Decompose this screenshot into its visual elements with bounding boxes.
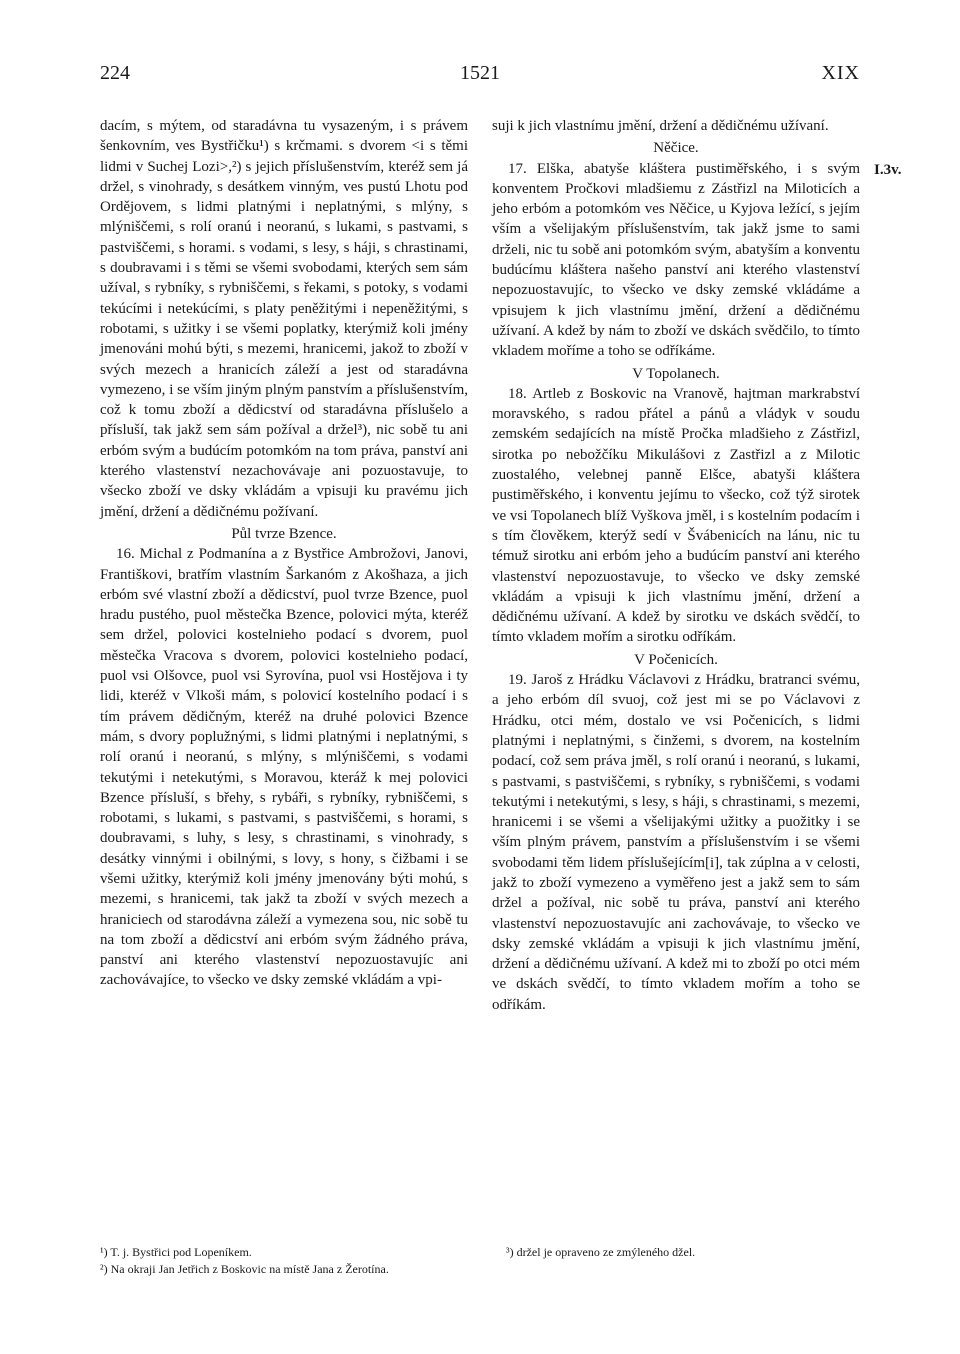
volume-number: XIX — [821, 62, 860, 84]
entry-paragraph-16: 16. Michal z Podmanína a z Bystřice Ambrožovi, Janovi, Františkovi, bratřím vlastním Šarkanóm z Akošhaza, a jich erbóm své vlastní zboží a dědicství, puol tvrze Bzence, puol hradu pustého, puol městečka Bzence, polovici mýta, kteréž sem držel, polovici kostelnieho podací s dvorem, puol městečka Vracova s dvorem, polovici kostelnieho podací, puol vsi Olšovce, puol vsi Syrovína, puol vsi Hostějova i ty lidi, kteréž v Vlkoši mám, s polovicí kostelního podací i s tím právem dědičným, kteréž na druhé polovici Bzence mám, s dvory poplužnými, s lidmi platnými i neplatnými, s rolí oranú i neoranú, s mlýny, s mlýniščemi, s vodami tekutými i netekutými, s Moravou, kteráž k mej polovici Bzence přísluší, s břehy, s rybáři, s rybníky, rybniščemi, s robotami, s lukami, s pastvami, s pastviščemi, s horami, s doubravami, s luhy, s lesy, s chrastinami, s vinohrady, s desátky vinnými i obilnými, s lovy, s hony, s čižbami i se všemi užitky, kterýmiž koli jmény jmenovány býti mohú, s mezemi, s hranicemi, tak jakž ta zboží v svých mezech a hraniciech od starodávna záleží a vymezena sou, nic sobě tu na tom zboží a dědicství ani erbóm svým žádného práva, panství ani kterého vlastenství nepozuostavujíc ani zachovávajíce, to všecko ve dsky zemské vkládám a vpi- — [100, 546, 468, 989]
section-heading-necice: Něčice. — [653, 140, 699, 157]
page-year: 1521 — [460, 62, 500, 84]
footnote-3: ³) držel je opraveno ze zmýleného džel. — [506, 1245, 696, 1259]
folio-margin-note: I.3v. — [874, 162, 902, 178]
section-heading-topolany: V Topolanech. — [632, 365, 720, 382]
section-heading-pocenice: V Počenicích. — [634, 651, 718, 668]
page-header — [100, 62, 860, 92]
continued-paragraph: suji k jich vlastnímu jmění, držení a dědičnému užívaní. — [492, 118, 829, 134]
left-text-column — [100, 116, 468, 991]
footnote-2: ²) Na okraji Jan Jetřich z Boskovic na místě Jana z Žerotína. — [100, 1262, 389, 1276]
right-text-column — [492, 116, 860, 1015]
footnotes-right — [506, 1244, 846, 1261]
footnotes-left — [100, 1244, 468, 1278]
page-number: 224 — [100, 62, 130, 84]
entry-paragraph-19: 19. Jaroš z Hrádku Václavovi z Hrádku, bratranci svému, a jeho erbóm díl svuoj, což jest mi se po Václavovi z Hrádku, otci mém, dostalo ve vsi Počenicích, s lidmi platnými i neplatnými, s činžemi, s dvorem, na kostelním podací, což sem práva jměl, s rolí oranú i neoranú, s lukami, s pastvami, s pastviščemi, s rybníky, s rybniščemi, s vodami tekutými i netekutými, s lesy, s háji, s chrastinami, s mezemi, hranicemi i se všemi a všelijakými užitky a puožitky i se vším plným právem, panstvím a příslušenstvím i se všemi svobodami těm lidem příslušejícím[i], tak zúplna a v celosti, jakž to zboží vymezeno a vyměřeno jest a jakž sem to sám držel a požíval, nic sobě tu práva, panství ani kterého vlastenství nepozuostavujíc ani zachovávaje, to všecko ve dsky zemské vkládám a vpisuji k jich vlastnímu jmění, držení a dědičnému užívaní. A kdež mi to zboží po otci mém ve dskách svědčí, to tímto vkladem mořím a toho se odříkám. — [492, 672, 860, 1013]
continued-paragraph: dacím, s mýtem, od staradávna tu vysazeným, i s právem šenkovním, ves Bystřičku¹) s krčmami. s dvorem <i s těmi lidmi v Suchej Lozi>,²) s jejich příslušenstvím, kteréž sem já držel, s vinohrady, s desátkem vinným, ves pustú Lhotu pod Ordějovem, s lidmi platnými i neplatnými, s mlýny, s mlýniščemi, s rolí oranú i neoranú, s lukami, s pastvami, s pastviščemi, s horami. s vodami, s lesy, s háji, s chrastinami, s doubravami i s těmi se všemi svobodami, kterých sem sám užíval, s rybníky, s rybniščemi, s řekami, s potoky, s vodami tekúcími i netekúcími, s platy peněžitými i nepeněžitými, s robotami, s užitky i se všemi poplatky, kterýmiž koli jmény jmenováni mohú býti, s mezemi, hranicemi, jakož to zboží v svých mezech a hranicích záleží a jest od staradávna vymezeno, i se vším jiným plným panstvím a příslušenstvím, což k tomu zboží a dědicství od staradávna příslušelo a přísluší, tak jakž sem sám požíval a držel³), nic sobě tu ani erbóm svým a budúcím potomkóm na tom práva, panství ani kterého vlastenství nezachovávaje ani pozuostavuje, to všecko zboží ve dsky vkládám a vpisuji ku pravému jich jmění, držení a dědičnému požívaní. — [100, 118, 468, 520]
footnote-1: ¹) T. j. Bystřici pod Lopeníkem. — [100, 1245, 252, 1259]
section-heading-bzenec: Půl tvrze Bzence. — [231, 525, 337, 542]
entry-paragraph-17: 17. Elška, abatyše kláštera pustiměřského, i s svým konventem Pročkovi mladšiemu z Zástřizl na Miloticích a jeho erbóm a potomkóm ves Něčice, u Kyjova ležící, s jejím vším a všelijakým příslušenstvím, tak jakž jsme to sami drželi, nic tu sobě ani potomkóm svým, abatyším a konventu budúcímu kláštera našeho panství ani kterého vlastenství nepozuostavujíc, to všecko ve dsky zemské vkládáme a vpisujem k jich vlastnímu jmění, držení a dědičnému užívaní. A kdež by nám to zboží ve dskách svědčilo, to tímto vkladem moříme a toho se odříkáme. — [492, 160, 860, 360]
entry-paragraph-18: 18. Artleb z Boskovic na Vranově, hajtman markrabství moravského, s radou přátel a pánů a vládyk v soudu zemském sedajících na místě Pročka mladšieho z Zástřizl, sirotka po nebožčíku Mikulášovi z Zastřizl a z Milotic zuostalého, velebnej panně Elšce, abatyši kláštera pustiměřského, i konventu jejímu to všecko, což týž sirotek ve vsi Topolanech blíž Vyškova jměl, i s kostelním podacím i s tím člověkem, kterýž sedí v Švábenicích na lánu, nic tu témuž sirotku ani erbóm jeho a budúcím panství ani kterého vlastenství nepozuostavuje, to všecko ve dsky zemské vkládám a vpisuji k jich vlastnímu jmění, držení a dědičnému užívaní. A kdež by sirotku ve dskách svědčí, to tímto vkladem mořím a sirotku odříkám. — [492, 385, 860, 646]
